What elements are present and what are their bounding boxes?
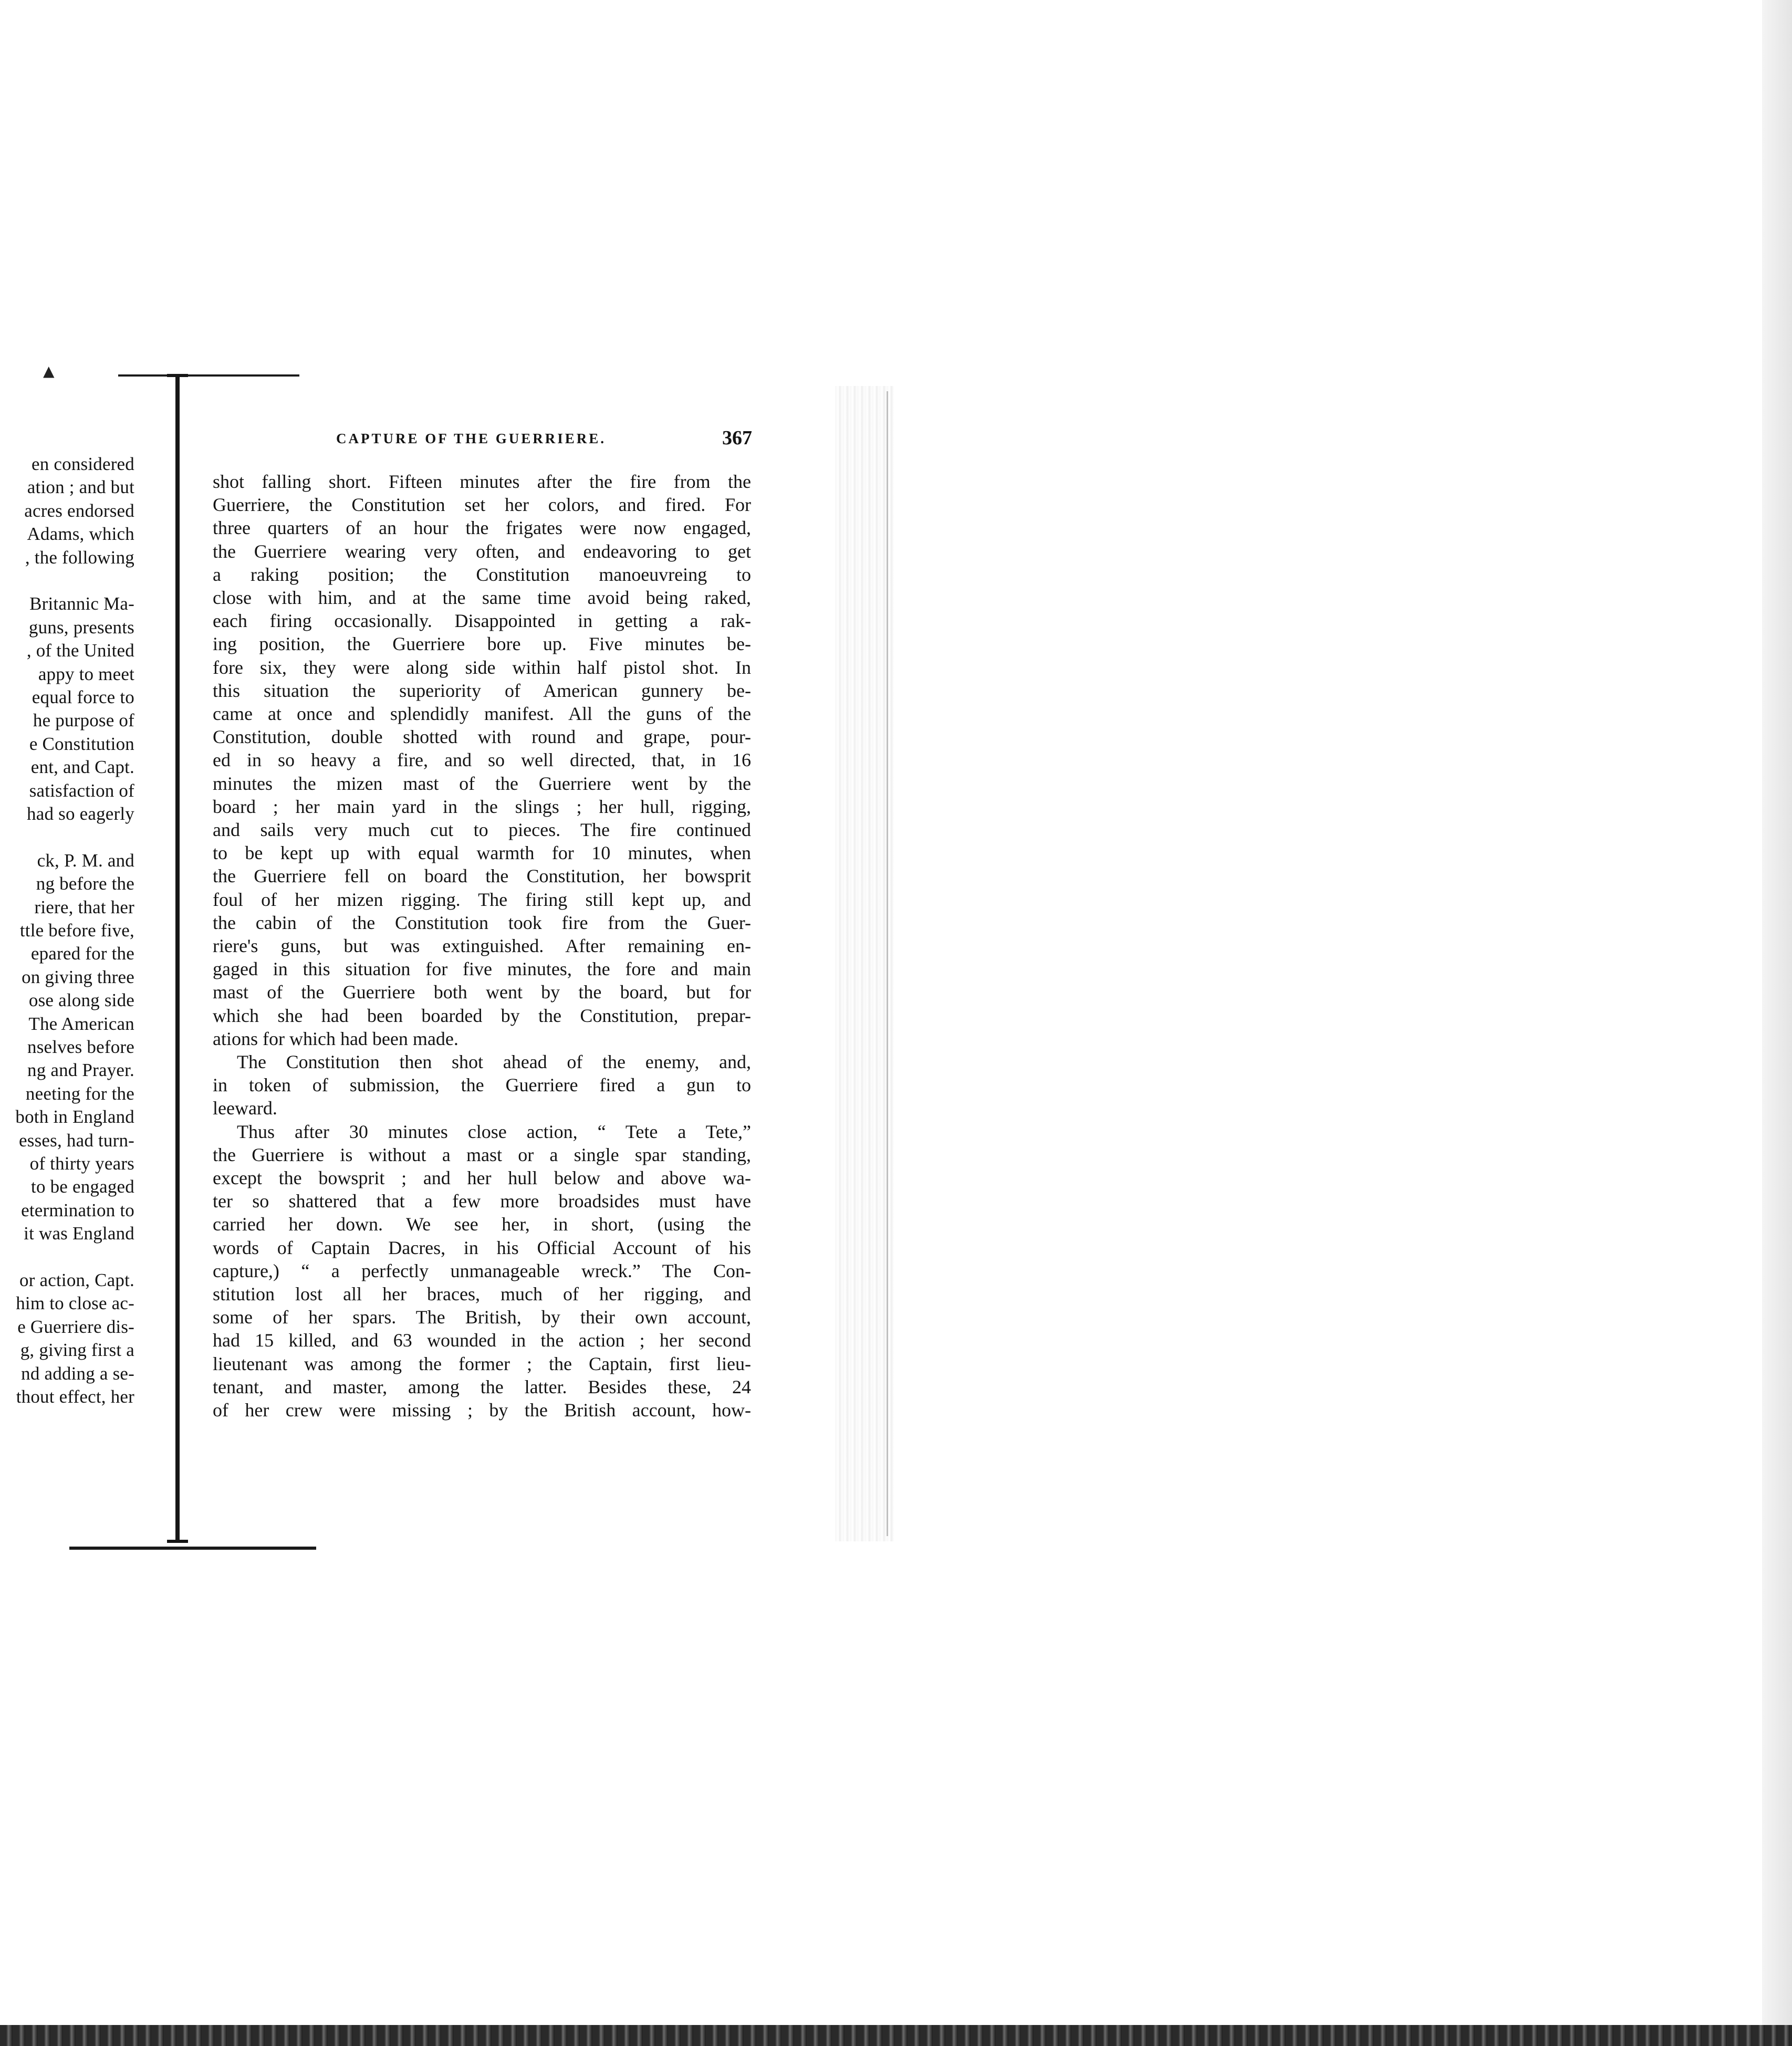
scan-margin-right bbox=[1762, 0, 1792, 2046]
page-number: 367 bbox=[722, 427, 752, 449]
text-line: close with him, and at the same time avoid being raked, bbox=[213, 587, 751, 608]
text-line: stitution lost all her braces, much of her rigging, and bbox=[213, 1283, 751, 1304]
page-header bbox=[336, 424, 751, 451]
left-column-line: on giving three bbox=[22, 966, 134, 987]
text-line: The Constitution then shot ahead of the enemy, and, bbox=[237, 1051, 751, 1072]
text-line: lieutenant was among the former ; the Captain, first lieu- bbox=[213, 1353, 751, 1374]
gutter-bar bbox=[175, 374, 180, 1543]
left-column-line: thout effect, her bbox=[16, 1386, 134, 1407]
text-line: ations for which had been made. bbox=[213, 1028, 459, 1049]
left-column-line: , of the United bbox=[26, 640, 134, 661]
left-column-line: nselves before bbox=[27, 1037, 134, 1057]
text-line: foul of her mizen rigging. The firing still kept up, and bbox=[213, 889, 751, 910]
text-line: shot falling short. Fifteen minutes after the fire from the bbox=[213, 471, 751, 492]
left-column-line: ck, P. M. and bbox=[37, 850, 134, 871]
left-column-line: ation ; and but bbox=[27, 477, 134, 498]
text-line: in token of submission, the Guerriere fired a gun to bbox=[213, 1074, 751, 1096]
text-line: gaged in this situation for five minutes, the fore and main bbox=[213, 958, 751, 980]
text-line: Constitution, double shotted with round and grape, pour- bbox=[213, 726, 751, 748]
left-column-line: neeting for the bbox=[25, 1083, 134, 1104]
page-edge-shadow bbox=[835, 386, 894, 1541]
text-line: carried her down. We see her, in short, (using the bbox=[213, 1214, 751, 1235]
left-column-line: etermination to bbox=[21, 1199, 134, 1220]
text-line: some of her spars. The British, by their own account, bbox=[213, 1307, 751, 1328]
page-edge-line bbox=[887, 391, 888, 1536]
left-column-line: had so eagerly bbox=[27, 803, 134, 824]
left-column-line: e Guerriere dis- bbox=[17, 1316, 134, 1337]
text-line: fore six, they were along side within half pistol shot. In bbox=[213, 656, 751, 678]
left-column-line: acres endorsed bbox=[24, 500, 134, 521]
left-column-line: ng before the bbox=[36, 873, 134, 894]
text-line: board ; her main yard in the slings ; her hull, rigging, bbox=[213, 796, 751, 817]
text-line: the Guerriere fell on board the Constitution, her bowsprit bbox=[213, 865, 751, 887]
left-column-line: him to close ac- bbox=[16, 1293, 134, 1314]
left-column-line: g, giving first a bbox=[20, 1340, 134, 1361]
left-page-column bbox=[0, 453, 136, 1450]
left-column-line: ng and Prayer. bbox=[27, 1060, 134, 1081]
text-line: ing position, the Guerriere bore up. Five minutes be- bbox=[213, 633, 751, 655]
left-column-line: or action, Capt. bbox=[19, 1270, 134, 1290]
text-line: except the bowsprit ; and her hull below and above wa- bbox=[213, 1167, 751, 1188]
text-line: ed in so heavy a fire, and so well directed, that, in 16 bbox=[213, 749, 751, 771]
gutter-bar-foot bbox=[167, 1540, 188, 1543]
text-line: had 15 killed, and 63 wounded in the action ; her second bbox=[213, 1330, 751, 1351]
left-column-line: he purpose of bbox=[33, 710, 134, 731]
left-column-line: Britannic Ma- bbox=[29, 593, 134, 614]
left-column-line: guns, presents bbox=[28, 617, 134, 638]
text-line: capture,) “ a perfectly unmanageable wreck.” The Con- bbox=[213, 1260, 751, 1281]
text-line: a raking position; the Constitution manoeuvreing to bbox=[213, 563, 751, 585]
text-line: of her crew were missing ; by the British account, how- bbox=[213, 1400, 751, 1421]
running-head: CAPTURE OF THE GUERRIERE. bbox=[336, 431, 607, 446]
text-line: and sails very much cut to pieces. The fire continued bbox=[213, 819, 751, 840]
left-column-line: equal force to bbox=[32, 687, 134, 707]
text-line: the Guerriere is without a mast or a single spar standing, bbox=[213, 1144, 751, 1165]
text-line: tenant, and master, among the latter. Besides these, 24 bbox=[213, 1376, 751, 1397]
left-column-line: appy to meet bbox=[38, 663, 134, 684]
text-line: Thus after 30 minutes close action, “ Tete a Tete,” bbox=[237, 1121, 751, 1142]
text-line: leeward. bbox=[213, 1098, 277, 1119]
left-column-line: e Constitution bbox=[29, 733, 134, 754]
left-column-line: ent, and Capt. bbox=[30, 757, 134, 778]
main-text-column bbox=[213, 470, 751, 1468]
text-line: three quarters of an hour the frigates were now engaged, bbox=[213, 517, 751, 539]
text-line: words of Captain Dacres, in his Official Account of his bbox=[213, 1237, 751, 1258]
text-line: came at once and splendidly manifest. All the guns of the bbox=[213, 703, 751, 724]
left-column-line: of thirty years bbox=[29, 1153, 134, 1174]
text-line: each firing occasionally. Disappointed in getting a rak- bbox=[213, 610, 751, 632]
top-rule bbox=[118, 374, 299, 377]
caret-mark-icon: ▲ bbox=[43, 362, 55, 380]
text-line: riere's guns, but was extinguished. After remaining en- bbox=[213, 935, 751, 956]
left-column-line: ose along side bbox=[28, 990, 134, 1011]
scan-margin-bottom bbox=[0, 2025, 1792, 2046]
left-column-line: epared for the bbox=[30, 943, 134, 964]
left-column-line: it was England bbox=[24, 1223, 134, 1244]
left-column-line: The American bbox=[28, 1013, 134, 1034]
left-column-line: en considered bbox=[32, 454, 134, 474]
text-line: ter so shattered that a few more broadsides must have bbox=[213, 1191, 751, 1212]
left-column-line: nd adding a se- bbox=[21, 1363, 134, 1384]
left-column-line: satisfaction of bbox=[29, 780, 134, 801]
left-column-line: Adams, which bbox=[27, 524, 134, 545]
text-line: the cabin of the Constitution took fire from the Guer- bbox=[213, 912, 751, 933]
text-line: mast of the Guerriere both went by the board, but for bbox=[213, 982, 751, 1003]
text-line: the Guerriere wearing very often, and endeavoring to get bbox=[213, 540, 751, 562]
left-column-line: esses, had turn- bbox=[19, 1130, 134, 1151]
text-line: Guerriere, the Constitution set her colors, and fired. For bbox=[213, 494, 751, 516]
text-line: which she had been boarded by the Constitution, prepar- bbox=[213, 1005, 751, 1026]
text-line: minutes the mizen mast of the Guerriere went by the bbox=[213, 773, 751, 794]
text-line: to be kept up with equal warmth for 10 minutes, when bbox=[213, 842, 751, 864]
left-column-line: , the following bbox=[25, 547, 134, 568]
bottom-rule bbox=[69, 1547, 316, 1550]
left-column-line: riere, that her bbox=[34, 896, 134, 917]
text-line: this situation the superiority of American gunnery be- bbox=[213, 680, 751, 701]
left-column-line: to be engaged bbox=[31, 1176, 134, 1197]
left-column-line: ttle before five, bbox=[19, 920, 134, 941]
left-column-line: both in England bbox=[15, 1106, 134, 1128]
